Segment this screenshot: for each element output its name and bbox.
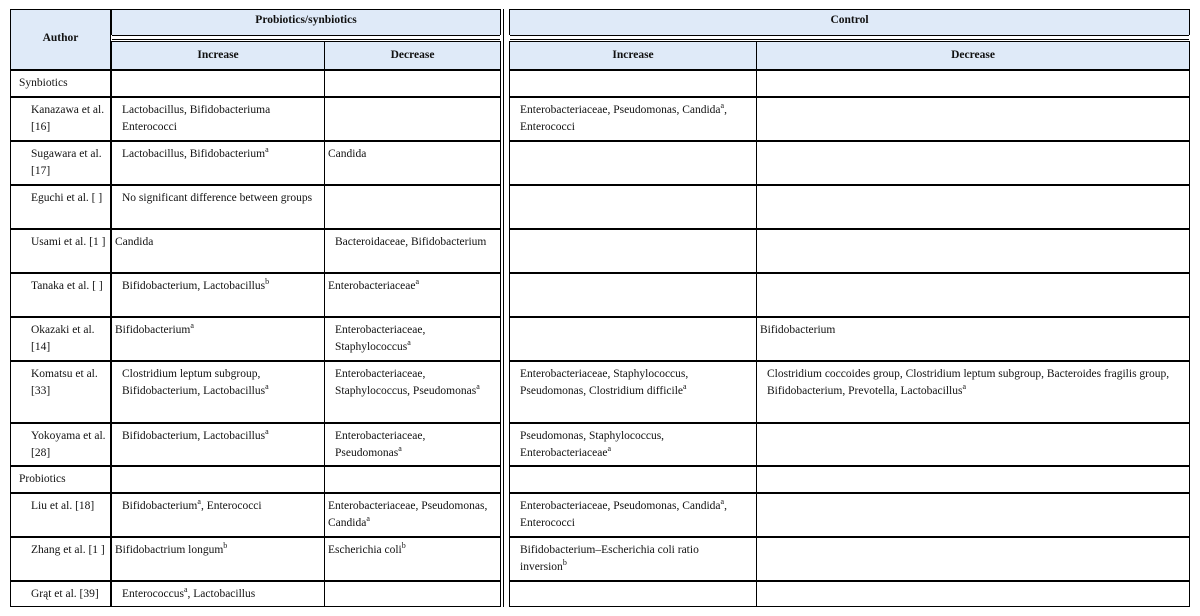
- section-synbiotics: Synbiotics: [10, 70, 111, 97]
- probiotic-decrease-cell: Bacteroidaceae, Bifidobacterium: [324, 229, 501, 273]
- author-cell: Sugawara et al. [17]: [10, 141, 111, 185]
- probiotic-decrease-cell: Enterobacteriaceae, Pseudomonas, Candida$^a$: [324, 493, 501, 537]
- probiotic-decrease-cell: Enterobacteriaceae, Pseudomonas$^a$: [324, 423, 501, 466]
- author-cell: Grąt et al. [39]: [10, 581, 111, 607]
- header-double-rule: [510, 35, 1189, 40]
- header-probiotics-synbiotics: Probiotics/synbiotics: [111, 9, 501, 35]
- probiotic-increase-cell: No significant difference between groups: [111, 185, 325, 229]
- probiotic-increase-cell: Bifidobacterium$^a$, Enterococci: [111, 493, 325, 537]
- header-probiotics-decrease: Decrease: [324, 41, 501, 70]
- control-decrease-cell: [756, 141, 1190, 185]
- control-increase-cell: [509, 581, 757, 607]
- probiotic-decrease-cell: [324, 185, 501, 229]
- group-divider: [503, 9, 504, 607]
- probiotic-decrease-cell: Enterobacteriaceae, Staphylococcus$^a$: [324, 317, 501, 361]
- probiotic-increase-cell: Candida: [111, 229, 325, 273]
- author-cell: Eguchi et al. [ ]: [10, 185, 111, 229]
- control-decrease-cell: [756, 581, 1190, 607]
- empty-cell: [509, 466, 757, 493]
- control-decrease-cell: Bifidobacterium: [756, 317, 1190, 361]
- author-cell: Yokoyama et al. [28]: [10, 423, 111, 466]
- probiotic-increase-cell: Clostridium leptum subgroup, Bifidobacterium, Lactobacillus$^a$: [111, 361, 325, 423]
- probiotic-decrease-cell: Escherichia coli$^b$: [324, 537, 501, 581]
- header-control: Control: [509, 9, 1190, 35]
- control-decrease-cell: [756, 423, 1190, 466]
- control-increase-cell: Enterobacteriaceae, Staphylococcus, Pseudomonas, Clostridium difficile$^a$: [509, 361, 757, 423]
- control-decrease-cell: [756, 493, 1190, 537]
- author-cell: Usami et al. [1 ]: [10, 229, 111, 273]
- control-decrease-cell: Clostridium coccoides group, Clostridium leptum subgroup, Bacteroides fragilis group, Bifidobacterium, Prevotella, Lactobacillus$^a$: [756, 361, 1190, 423]
- control-increase-cell: Pseudomonas, Staphylococcus, Enterobacteriaceae$^a$: [509, 423, 757, 466]
- probiotic-decrease-cell: Enterobacteriaceae, Staphylococcus, Pseudomonas$^a$: [324, 361, 501, 423]
- control-increase-cell: Bifidobacterium–Escherichia coli ratio inversion$^b$: [509, 537, 757, 581]
- control-decrease-cell: [756, 537, 1190, 581]
- empty-cell: [111, 466, 325, 493]
- header-probiotics-increase: Increase: [111, 41, 325, 70]
- header-control-decrease: Decrease: [756, 41, 1190, 70]
- author-cell: Zhang et al. [1 ]: [10, 537, 111, 581]
- empty-cell: [111, 70, 325, 97]
- probiotic-increase-cell: Enterococcus$^a$, Lactobacillus: [111, 581, 325, 607]
- probiotic-decrease-cell: [324, 97, 501, 141]
- probiotic-increase-cell: Bifidobacterium$^a$: [111, 317, 325, 361]
- control-increase-cell: [509, 317, 757, 361]
- control-increase-cell: [509, 141, 757, 185]
- control-decrease-cell: [756, 97, 1190, 141]
- control-increase-cell: Enterobacteriaceae, Pseudomonas, Candida$^a$, Enterococci: [509, 493, 757, 537]
- control-decrease-cell: [756, 185, 1190, 229]
- control-decrease-cell: [756, 229, 1190, 273]
- probiotic-increase-cell: Bifidobacterium, Lactobacillus$^a$: [111, 423, 325, 466]
- probiotic-increase-cell: Bifidobacterium, Lactobacillus$^b$: [111, 273, 325, 317]
- probiotic-increase-cell: Lactobacillus, Bifidobacteriuma Enterococci: [111, 97, 325, 141]
- header-control-increase: Increase: [509, 41, 757, 70]
- section-probiotics: Probiotics: [10, 466, 111, 493]
- control-increase-cell: Enterobacteriaceae, Pseudomonas, Candida$^a$, Enterococci: [509, 97, 757, 141]
- header-author: Author: [10, 9, 111, 70]
- probiotic-increase-cell: Bifidobactrium longum$^b$: [111, 537, 325, 581]
- empty-cell: [756, 466, 1190, 493]
- author-cell: Liu et al. [18]: [10, 493, 111, 537]
- probiotic-decrease-cell: Enterobacteriaceae$^a$: [324, 273, 501, 317]
- header-double-rule: [112, 35, 500, 40]
- author-cell: Okazaki et al. [14]: [10, 317, 111, 361]
- author-cell: Kanazawa et al. [16]: [10, 97, 111, 141]
- author-cell: Tanaka et al. [ ]: [10, 273, 111, 317]
- empty-cell: [324, 70, 501, 97]
- probiotic-decrease-cell: Candida: [324, 141, 501, 185]
- control-increase-cell: [509, 185, 757, 229]
- control-increase-cell: [509, 229, 757, 273]
- probiotic-decrease-cell: [324, 581, 501, 607]
- control-increase-cell: [509, 273, 757, 317]
- control-decrease-cell: [756, 273, 1190, 317]
- empty-cell: [756, 70, 1190, 97]
- author-cell: Komatsu et al. [33]: [10, 361, 111, 423]
- empty-cell: [324, 466, 501, 493]
- probiotic-increase-cell: Lactobacillus, Bifidobacterium$^a$: [111, 141, 325, 185]
- empty-cell: [509, 70, 757, 97]
